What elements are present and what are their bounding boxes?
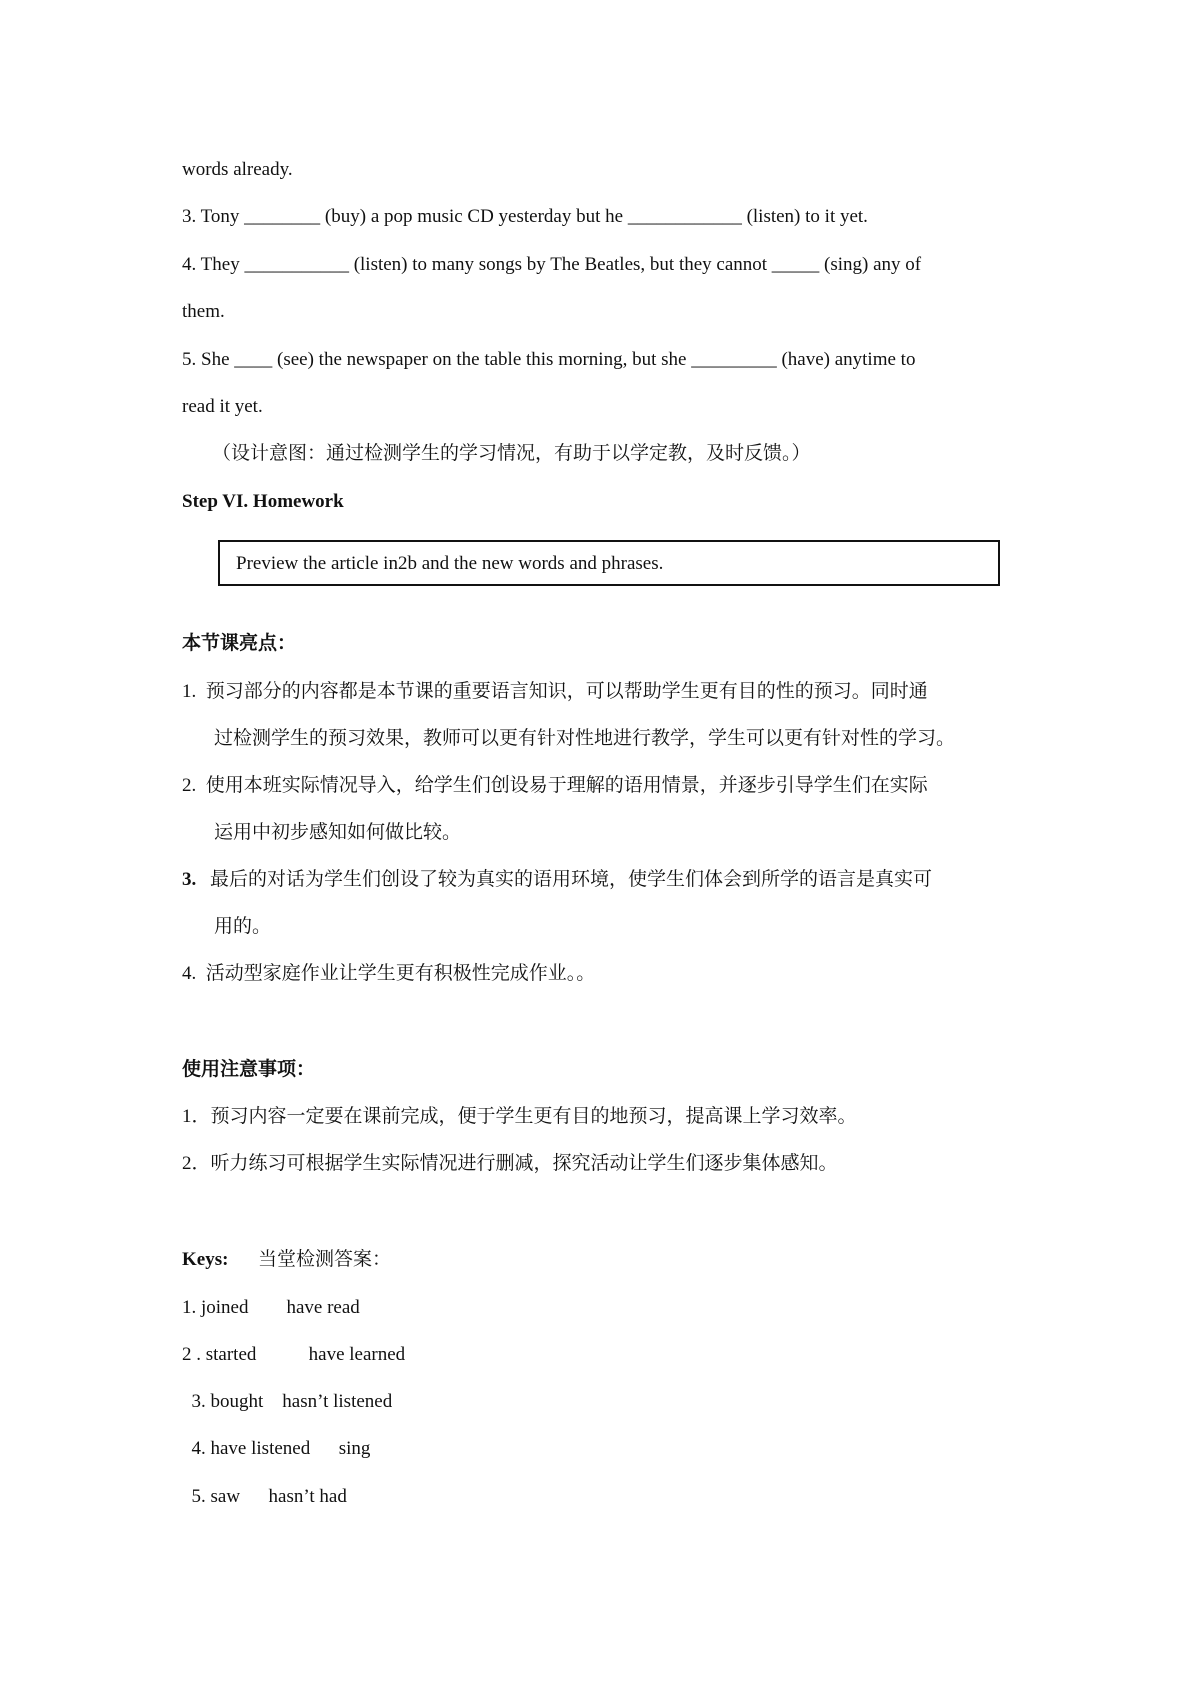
exercise-question-4-line-2: them. (182, 301, 225, 322)
highlights-item-1-line-2: 过检测学生的预习效果，教师可以更有针对性地进行教学，学生可以更有针对性的学习。 (214, 728, 956, 749)
exercise-question-5-line-2: read it yet. (182, 396, 263, 417)
highlights-item-3-line-1: 最后的对话为学生们创设了较为真实的语用环境，使学生们体会到所学的语言是真实可 (210, 869, 933, 890)
homework-box (218, 540, 1000, 586)
key-answer-3: 3. bought hasn’t listened (182, 1391, 393, 1412)
highlights-item-2-line-1: 2. 使用本班实际情况导入，给学生们创设易于理解的语用情景，并逐步引导学生们在实际 (182, 775, 928, 796)
notes-item-1: 1．预习内容一定要在课前完成，便于学生更有目的地预习，提高课上学习效率。 (182, 1106, 857, 1127)
highlights-item-1-line-1: 1. 预习部分的内容都是本节课的重要语言知识，可以帮助学生更有目的性的预习。同时通 (182, 681, 928, 702)
keys-label: Keys: (182, 1249, 229, 1270)
key-answer-4: 4. have listened sing (182, 1438, 371, 1459)
highlights-item-3-number: 3. (182, 869, 197, 890)
notes-item-2: 2．听力练习可根据学生实际情况进行删减，探究活动让学生们逐步集体感知。 (182, 1153, 838, 1174)
exercise-line-words-already: words already. (182, 159, 293, 180)
key-answer-5: 5. saw hasn’t had (182, 1486, 347, 1507)
highlights-item-3-line-2: 用的。 (214, 916, 272, 937)
key-answer-1: 1. joined have read (182, 1297, 360, 1318)
key-answer-2: 2 . started have learned (182, 1344, 406, 1365)
highlights-item-4: 4. 活动型家庭作业让学生更有积极性完成作业。。 (182, 963, 596, 984)
exercise-question-4-line-1: 4. They ___________ (listen) to many songs by The Beatles, but they cannot _____ (sing) any of (182, 254, 922, 275)
exercise-question-3: 3. Tony ________ (buy) a pop music CD yesterday but he ____________ (listen) to it yet. (182, 206, 868, 227)
highlights-heading: 本节课亮点： (182, 633, 297, 654)
homework-box-text: Preview the article in2b and the new words and phrases. (236, 553, 664, 574)
notes-heading: 使用注意事项： (182, 1059, 316, 1080)
highlights-item-2-line-2: 运用中初步感知如何做比较。 (214, 822, 462, 843)
design-intent-note: （设计意图：通过检测学生的学习情况，有助于以学定教，及时反馈。） (212, 443, 811, 464)
exercise-question-5-line-1: 5. She ____ (see) the newspaper on the table this morning, but she _________ (have) anytime to (182, 349, 916, 370)
keys-title: 当堂检测答案： (258, 1249, 392, 1270)
homework-heading: Step VI. Homework (182, 491, 344, 512)
